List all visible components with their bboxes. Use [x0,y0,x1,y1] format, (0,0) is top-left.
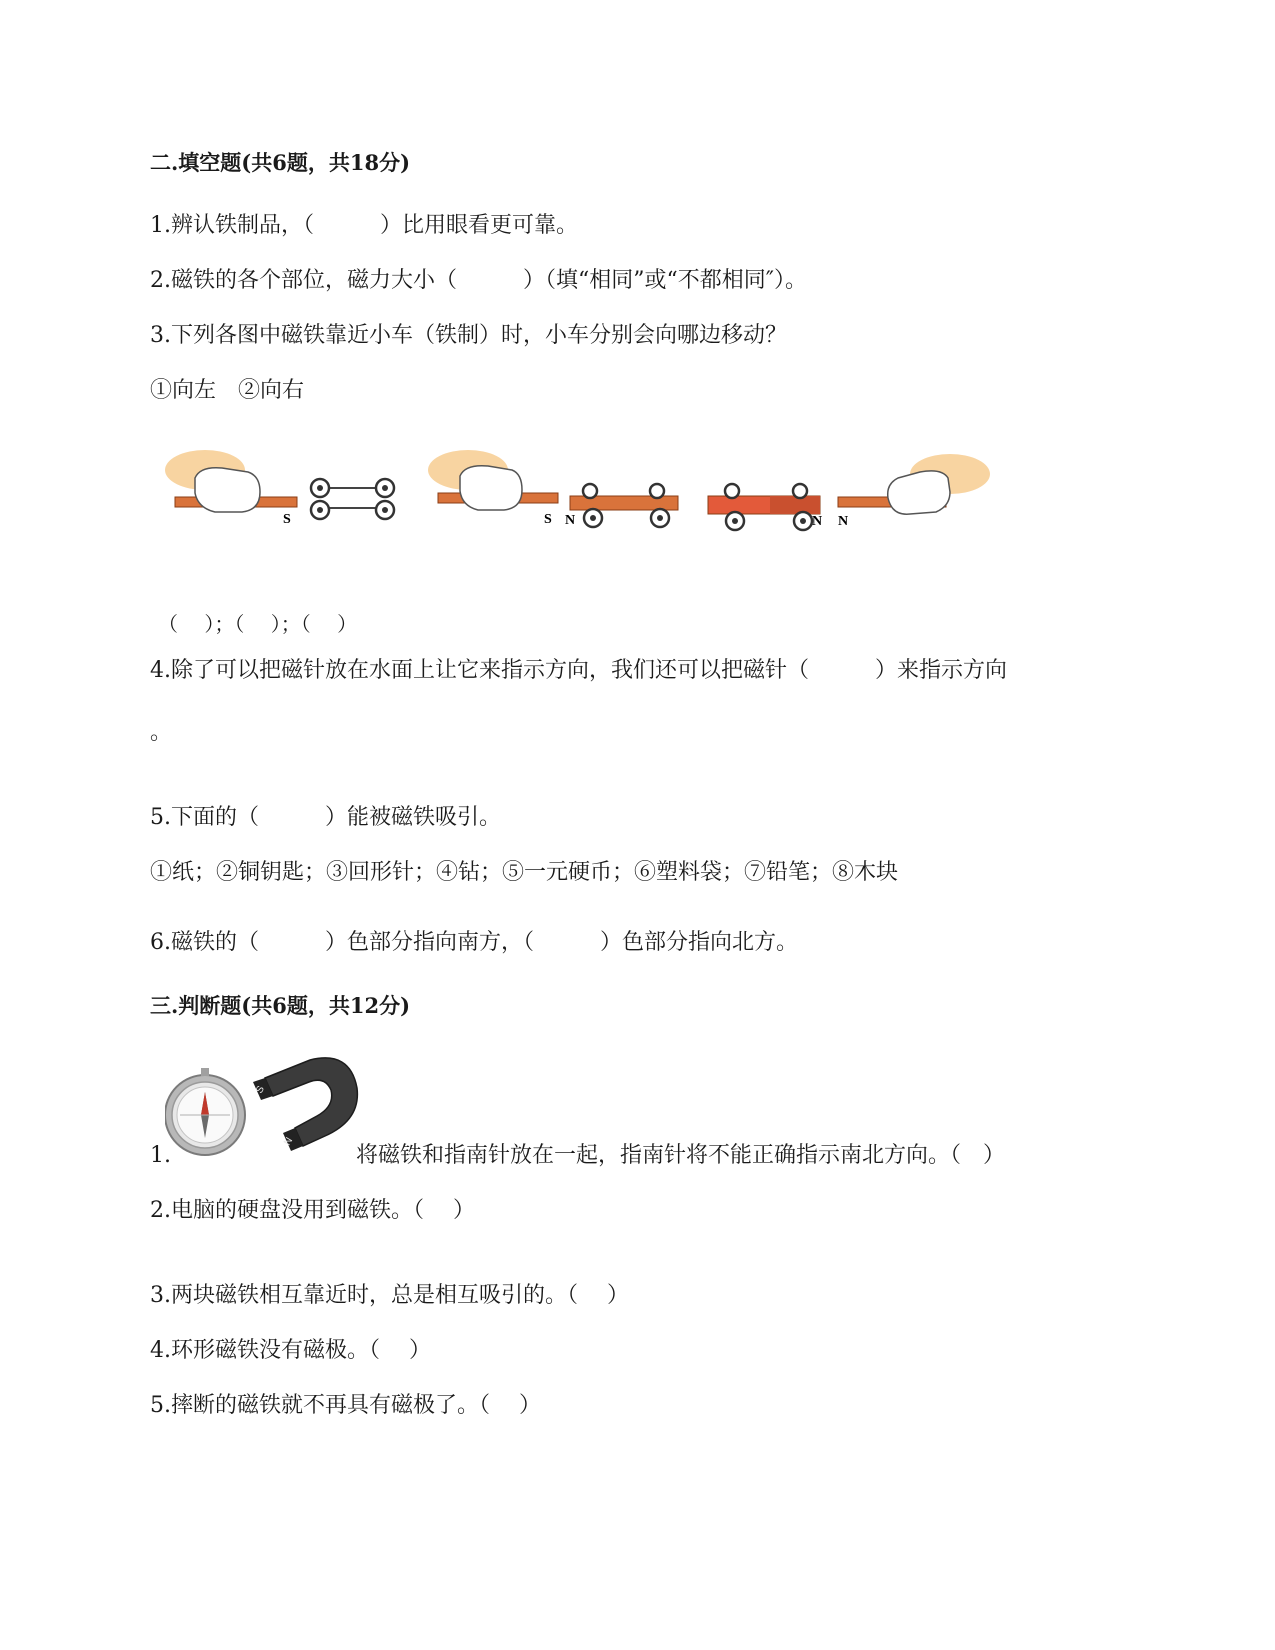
wheel [725,484,739,498]
axle [732,518,738,524]
axle [382,507,388,513]
pole-label-4: N [812,514,823,529]
question-2-6: 6.磁铁的（ ）色部分指向南方，（ ）色部分指向北方。 [150,930,798,955]
wheel [650,484,664,498]
question-3-1-number: 1. [150,1143,171,1168]
question-3-4: 4.环形磁铁没有磁极。（ ） [150,1338,431,1363]
hand-2 [460,466,522,510]
question-2-1: 1.辨认铁制品，（ ）比用眼看更可靠。 [150,213,578,238]
compass-magnet-image [165,1050,365,1160]
figure-1 [165,450,394,527]
figure-2 [428,450,678,528]
pole-label-2: S [544,512,552,527]
magnet-north-label: N [282,1135,296,1148]
question-2-5-options: ①纸；②铜钥匙；③回形针；④钻；⑤一元硬币；⑥塑料袋；⑦铅笔；⑧木块 [150,860,899,885]
axle [800,518,806,524]
question-3-1-text: 将磁铁和指南针放在一起，指南针将不能正确指示南北方向。（ ） [356,1143,1006,1168]
question-2-4-line-2: 。 [150,720,173,745]
compass-icon [165,1068,245,1155]
pole-label-5: N [838,514,849,529]
axle [657,515,663,521]
axle [382,485,388,491]
hand-1 [195,468,260,512]
axle [317,507,323,513]
pole-label-1: S [283,512,291,527]
question-2-3-options: ①向左 ②向右 [150,378,305,403]
wheel [583,484,597,498]
section-3-heading: 三.判断题(共6题，共12分) [150,993,411,1018]
wheel [793,484,807,498]
pole-label-3: N [565,513,576,528]
cart-3-magnet-half [770,496,820,514]
magnet-south-label: S [254,1084,267,1096]
magnet-cart-illustration [160,448,1010,558]
question-2-4-line-1: 4.除了可以把磁针放在水面上让它来指示方向，我们还可以把磁针（ ）来指示方向 [150,658,1007,683]
horseshoe-magnet-icon [253,1058,357,1151]
question-3-3: 3.两块磁铁相互靠近时，总是相互吸引的。（ ） [150,1283,629,1308]
question-2-3-answer-blanks[interactable]: （ ）；（ ）；（ ） [158,612,358,636]
question-2-3: 3.下列各图中磁铁靠近小车（铁制）时，小车分别会向哪边移动？ [150,323,787,348]
section-2-heading: 二.填空题(共6题，共18分) [150,150,411,175]
question-3-5: 5.摔断的磁铁就不再具有磁极了。（ ） [150,1393,541,1418]
question-2-2: 2.磁铁的各个部位，磁力大小（ ）（填“相同”或“不都相同″）。 [150,268,807,293]
hand-3 [888,471,950,514]
axle [317,485,323,491]
question-2-5: 5.下面的（ ）能被磁铁吸引。 [150,805,501,830]
axle [590,515,596,521]
question-3-2: 2.电脑的硬盘没用到磁铁。（ ） [150,1198,475,1223]
figure-3 [708,454,990,530]
